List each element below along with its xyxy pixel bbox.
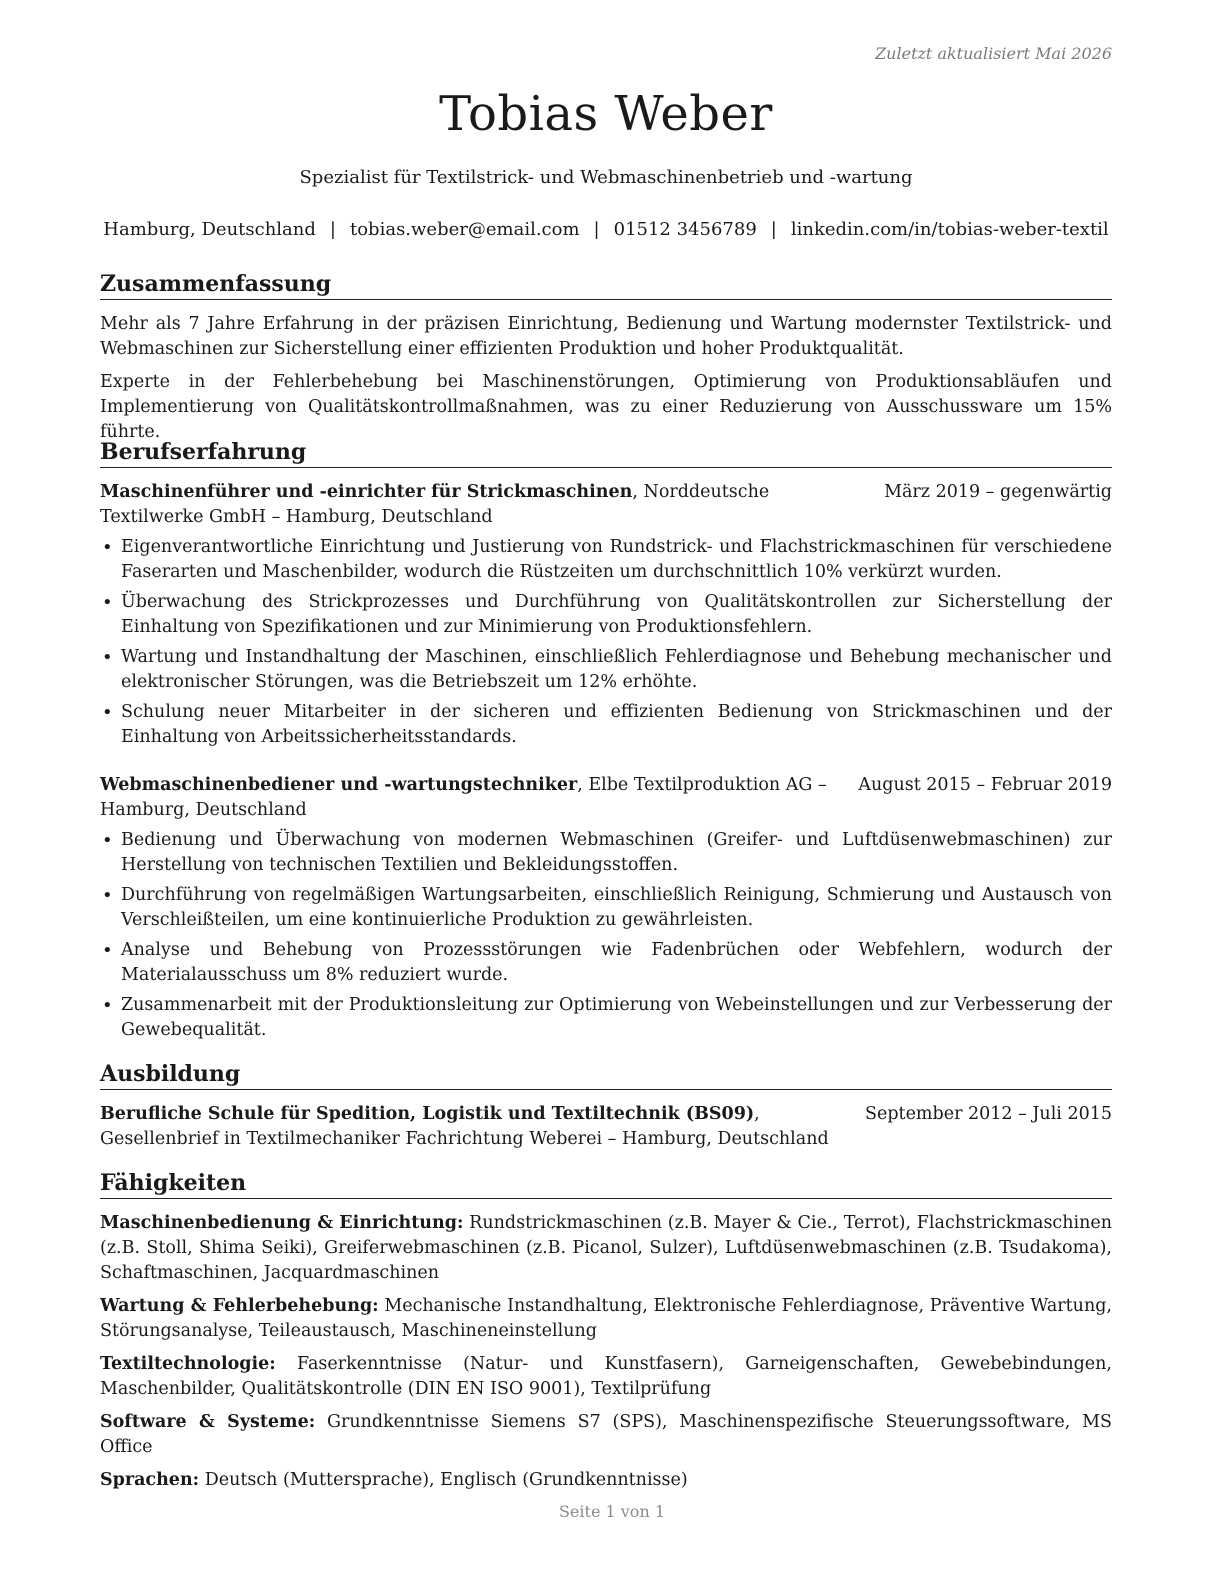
- skill-text: Rundstrickmaschinen (z.B. Mayer & Cie., Terrot), Flachstrickmaschinen (z.B. Stoll, Shima Seiki), Greiferwebmaschinen (z.B. Picanol, Sulzer), Luftdüsenwebmaschinen (z.B. Tsudakoma), Schaftmaschinen, Jacquardmaschinen: [100, 1213, 1112, 1283]
- job-bullet: • Bedienung und Überwachung von modernen Webmaschinen (Greifer- und Luftdüsenwebmaschinen) zur Herstellung von technischen Textilien und Bekleidungsstoffen.: [100, 828, 1112, 878]
- section-heading-skills: Fähigkeiten: [100, 1169, 1112, 1199]
- skill-text: Grundkenntnisse Siemens S7 (SPS), Maschinenspezifische Steuerungssoftware, MS Office: [100, 1412, 1113, 1457]
- skill-label: Sprachen:: [100, 1470, 200, 1490]
- education-school: Berufliche Schule für Spedition, Logistik und Textiltechnik (BS09): [100, 1104, 755, 1124]
- skill-label: Maschinenbedienung & Einrichtung:: [100, 1213, 464, 1233]
- job-header: [100, 773, 1112, 823]
- job-bullet: • Schulung neuer Mitarbeiter in der sicheren und effizienten Bedienung von Strickmaschinen und der Einhaltung von Arbeitssicherheitsstandards.: [100, 700, 1112, 750]
- skill-item: [100, 1352, 1112, 1402]
- skill-item: [100, 1211, 1112, 1286]
- contact-linkedin[interactable]: linkedin.com/in/tobias-weber-textil: [790, 219, 1109, 240]
- summary-section: [100, 270, 1112, 445]
- summary-paragraph: Mehr als 7 Jahre Erfahrung in der präzisen Einrichtung, Bedienung und Wartung modernster Textilstrick- und Webmaschinen zur Sicherstellung einer effizienten Produktion und hoher Produktqualität.: [100, 314, 1112, 359]
- contact-separator: |: [329, 219, 336, 240]
- contact-separator: |: [770, 219, 777, 240]
- contact-phone: 01512 3456789: [613, 219, 757, 240]
- candidate-name: Tobias Weber: [439, 86, 773, 142]
- education-section: [100, 1060, 1112, 1152]
- skill-text: Faserkenntnisse (Natur- und Kunstfasern), Garneigenschaften, Gewebebindungen, Maschenbilder, Qualitätskontrolle (DIN EN ISO 9001), Textilprüfung: [100, 1354, 1112, 1399]
- experience-section: [100, 438, 1112, 1048]
- contact-location: Hamburg, Deutschland: [103, 219, 316, 240]
- contact-separator: |: [593, 219, 600, 240]
- job-bullet: • Eigenverantwortliche Einrichtung und Justierung von Rundstrick- und Flachstrickmaschinen für verschiedene Faserarten und Maschenbilder, wodurch die Rüstzeiten um durchschnittlich 10% verkürzt wurden.: [100, 535, 1112, 585]
- education-degree: , Gesellenbrief in Textilmechaniker Fachrichtung Weberei – Hamburg, Deutschland: [100, 1104, 829, 1149]
- job-dates: August 2015 – Februar 2019: [858, 775, 1112, 795]
- skill-item: [100, 1468, 1112, 1493]
- job-title: Webmaschinenbediener und -wartungstechniker: [100, 775, 578, 795]
- skill-item: [100, 1294, 1112, 1344]
- contact-line: [100, 219, 1112, 240]
- page-number: Seite 1 von 1: [558, 1502, 666, 1521]
- section-heading-experience: Berufserfahrung: [100, 438, 1112, 468]
- job-company: , Norddeutsche Textilwerke GmbH – Hamburg, Deutschland: [100, 482, 770, 527]
- job-bullets: [100, 828, 1112, 1043]
- job-entry: [100, 773, 1112, 1043]
- skills-section: [100, 1169, 1112, 1501]
- job-bullet: • Zusammenarbeit mit der Produktionsleitung zur Optimierung von Webeinstellungen und zur Verbesserung der Gewebequalität.: [100, 993, 1112, 1043]
- education-entry: [100, 1102, 1112, 1152]
- job-entry: [100, 480, 1112, 750]
- job-title: Maschinenführer und -einrichter für Strickmaschinen: [100, 482, 633, 502]
- job-dates: März 2019 – gegenwärtig: [884, 482, 1112, 502]
- skill-label: Wartung & Fehlerbehebung:: [100, 1296, 379, 1316]
- job-bullet: • Überwachung des Strickprozesses und Durchführung von Qualitätskontrollen zur Sicherstellung der Einhaltung von Spezifikationen und zur Minimierung von Produktionsfehlern.: [100, 590, 1112, 640]
- section-heading-summary: Zusammenfassung: [100, 270, 1112, 300]
- contact-email[interactable]: tobias.weber@email.com: [349, 219, 580, 240]
- job-bullet: • Wartung und Instandhaltung der Maschinen, einschließlich Fehlerdiagnose und Behebung mechanischer und elektronischer Störungen, was die Betriebszeit um 12% erhöhte.: [100, 645, 1112, 695]
- skill-label: Textiltechnologie:: [100, 1354, 276, 1374]
- skill-item: [100, 1410, 1112, 1460]
- job-header: [100, 480, 1112, 530]
- skill-label: Software & Systeme:: [100, 1412, 316, 1432]
- job-company: , Elbe Textilproduktion AG – Hamburg, Deutschland: [100, 775, 827, 820]
- job-bullets: [100, 535, 1112, 750]
- summary-paragraph: Experte in der Fehlerbehebung bei Maschinenstörungen, Optimierung von Produktionsabläufen und Implementierung von Qualitätskontrollmaßnahmen, was zu einer Reduzierung von Ausschussware um 15% führte.: [100, 372, 1112, 442]
- skill-text: Mechanische Instandhaltung, Elektronische Fehlerdiagnose, Präventive Wartung, Störungsanalyse, Teileaustausch, Maschineneinstellung: [100, 1296, 1112, 1341]
- job-bullet: • Analyse und Behebung von Prozessstörungen wie Fadenbrüchen oder Webfehlern, wodurch der Materialausschuss um 8% reduziert wurde.: [100, 938, 1112, 988]
- section-heading-education: Ausbildung: [100, 1060, 1112, 1090]
- skill-text: Deutsch (Muttersprache), Englisch (Grundkenntnisse): [199, 1470, 688, 1490]
- candidate-subtitle: Spezialist für Textilstrick- und Webmaschinenbetrieb und -wartung: [299, 167, 913, 188]
- resume-page: [100, 0, 1112, 1584]
- last-updated: Zuletzt aktualisiert Mai 2026: [875, 44, 1112, 63]
- education-dates: September 2012 – Juli 2015: [864, 1104, 1112, 1124]
- job-bullet: • Durchführung von regelmäßigen Wartungsarbeiten, einschließlich Reinigung, Schmierung und Austausch von Verschleißteilen, um eine kontinuierliche Produktion zu gewährleisten.: [100, 883, 1112, 933]
